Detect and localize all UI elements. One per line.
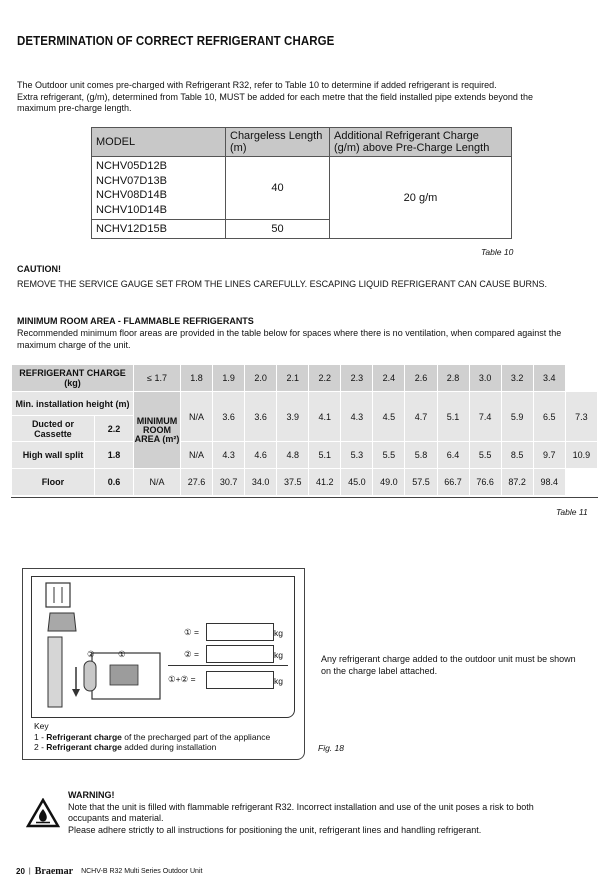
- charge-cell: 2.2: [309, 365, 341, 392]
- charge-cell: 2.1: [277, 365, 309, 392]
- key-title: Key: [34, 721, 49, 731]
- kg-label-total: kg: [274, 676, 283, 686]
- charge-cell: 2.0: [245, 365, 277, 392]
- area-cell: 4.1: [309, 392, 341, 442]
- table10-model-group2: NCHV12D15B: [92, 220, 226, 239]
- mark-2: ②: [87, 649, 95, 659]
- table10-header-additional: Additional Refrigerant Charge (g/m) above Pre-Charge Length: [330, 128, 512, 157]
- area-cell: 41.2: [309, 469, 341, 496]
- area-cell: 8.5: [501, 442, 533, 469]
- area-cell: 57.5: [405, 469, 437, 496]
- indoor-unit-icon: [48, 613, 76, 631]
- charge-cell: 3.2: [501, 365, 533, 392]
- area-cell: 5.1: [437, 392, 469, 442]
- area-cell: N/A: [181, 442, 213, 469]
- row-name: Floor: [12, 469, 95, 496]
- row-name: Ducted or Cassette: [12, 416, 95, 442]
- key-item-2: 2 - Refrigerant charge added during installation: [34, 742, 217, 752]
- charge-cell: 2.4: [373, 365, 405, 392]
- table10-length-group1: 40: [226, 157, 330, 220]
- page-title: DETERMINATION OF CORRECT REFRIGERANT CHARGE: [17, 34, 335, 48]
- area-cell: N/A: [181, 392, 213, 442]
- charge-cell: 2.3: [341, 365, 373, 392]
- area-cell: 76.6: [469, 469, 501, 496]
- charge-2-field: [206, 645, 274, 663]
- room-area-heading: MINIMUM ROOM AREA - FLAMMABLE REFRIGERANTS: [17, 316, 254, 326]
- mark-1: ①: [118, 649, 126, 659]
- charge-cell: 1.9: [213, 365, 245, 392]
- warning-heading: WARNING!: [68, 790, 115, 800]
- model-name: NCHV10D14B: [96, 203, 167, 216]
- area-cell: 98.4: [533, 469, 565, 496]
- charge-cell: 1.8: [181, 365, 213, 392]
- table10-length-group2: 50: [226, 220, 330, 239]
- charge-cell: ≤ 1.7: [134, 365, 181, 392]
- area-cell: 7.4: [469, 392, 501, 442]
- figure-note: Any refrigerant charge added to the outdoor unit must be shown on the charge label attached.: [321, 654, 576, 676]
- intro-line: The Outdoor unit comes pre-charged with Refrigerant R32, refer to Table 10 to determine if added refrigerant is required.: [17, 80, 497, 90]
- charge-cell: 3.4: [533, 365, 565, 392]
- kg-label-2: kg: [274, 650, 283, 660]
- area-cell: 34.0: [245, 469, 277, 496]
- area-cell: 4.3: [213, 442, 245, 469]
- table-10: [91, 127, 512, 239]
- model-name: NCHV05D12B: [96, 160, 167, 172]
- area-cell: 87.2: [501, 469, 533, 496]
- table10-header-model: MODEL: [92, 128, 226, 157]
- key-item-1: 1 - Refrigerant charge of the precharged part of the appliance: [34, 731, 271, 742]
- area-cell: 6.5: [533, 392, 565, 442]
- model-name: NCHV08D14B: [96, 189, 167, 201]
- area-cell: 27.6: [181, 469, 213, 496]
- area-cell: 4.3: [341, 392, 373, 442]
- table11-charge-label: REFRIGERANT CHARGE (kg): [12, 365, 134, 392]
- area-cell: 3.6: [245, 392, 277, 442]
- area-cell: 9.7: [533, 442, 565, 469]
- area-cell: 4.8: [277, 442, 309, 469]
- warning-line: occupants and material.: [68, 813, 164, 823]
- kg-label-1: kg: [274, 628, 283, 638]
- refrigerant-bottle-icon: [84, 661, 96, 691]
- eq-total-label: ①+② =: [168, 674, 196, 684]
- area-cell: 7.3: [565, 392, 597, 442]
- area-cell: 3.9: [277, 392, 309, 442]
- area-cell: 5.5: [373, 442, 405, 469]
- brand-logo: Braemar: [34, 866, 74, 877]
- manual-icon: [46, 583, 70, 607]
- table11-bottom-rule: [11, 364, 598, 498]
- table10-models-group1: [92, 157, 226, 220]
- page-number: 20: [16, 867, 25, 876]
- area-cell: 10.9: [565, 442, 597, 469]
- warning-line: Note that the unit is filled with flammable refrigerant R32. Incorrect installation and use of the unit poses a risk to both: [68, 802, 534, 812]
- caution-heading: CAUTION!: [17, 264, 61, 274]
- row-height: 0.6: [94, 469, 133, 496]
- row-height: 2.2: [94, 416, 133, 442]
- sum-rule: [168, 665, 288, 666]
- table10-additional: 20 g/m: [330, 157, 512, 239]
- model-name: NCHV07D13B: [96, 174, 167, 187]
- table11-area-label: MINIMUM ROOM AREA (m²): [134, 392, 181, 469]
- area-cell: 45.0: [341, 469, 373, 496]
- intro-line: maximum pre-charge length.: [17, 103, 132, 113]
- area-cell: 4.5: [373, 392, 405, 442]
- area-cell: 4.7: [405, 392, 437, 442]
- warning-line: Please adhere strictly to all instructions for positioning the unit, refrigerant lines and handling refrigerant.: [68, 825, 482, 835]
- charge-1-field: [206, 623, 274, 641]
- eq-2-label: ② =: [184, 649, 199, 659]
- footer: [16, 866, 202, 877]
- area-cell: 4.6: [245, 442, 277, 469]
- document-name: NCHV-B R32 Multi Series Outdoor Unit: [81, 868, 203, 875]
- area-cell: 5.1: [309, 442, 341, 469]
- pipe-column: [48, 637, 62, 707]
- area-cell: 37.5: [277, 469, 309, 496]
- flammable-warning-icon: [26, 798, 60, 828]
- area-cell: 5.9: [501, 392, 533, 442]
- intro-text: [17, 80, 597, 115]
- eq-1-label: ① =: [184, 627, 199, 637]
- room-area-text: Recommended minimum floor areas are provided in the table below for spaces where there is no ventilation, when compared against the maximum charge of the unit.: [17, 328, 562, 350]
- area-cell: 5.8: [405, 442, 437, 469]
- table11-height-label: Min. installation height (m): [12, 392, 134, 416]
- row-height: 1.8: [94, 442, 133, 469]
- caution-text: REMOVE THE SERVICE GAUGE SET FROM THE LINES CAREFULLY. ESCAPING LIQUID REFRIGERANT CAN CAUSE BURNS.: [17, 279, 547, 289]
- charge-total-field: [206, 671, 274, 689]
- area-cell: 49.0: [373, 469, 405, 496]
- figure-key: [34, 721, 270, 753]
- figure-caption: Fig. 18: [318, 743, 344, 753]
- row-name: High wall split: [12, 442, 95, 469]
- charge-label-diagram: [31, 576, 295, 718]
- table10-caption: Table 10: [481, 247, 514, 257]
- intro-line: Extra refrigerant, (g/m), determined from Table 10, MUST be added for each metre that the field installed pipe extends beyond the: [17, 91, 533, 102]
- area-cell: 30.7: [213, 469, 245, 496]
- area-cell: 6.4: [437, 442, 469, 469]
- charge-cell: 3.0: [469, 365, 501, 392]
- area-cell: 5.5: [469, 442, 501, 469]
- table11-caption: Table 11: [556, 507, 588, 517]
- charge-cell: 2.6: [405, 365, 437, 392]
- area-cell: 3.6: [213, 392, 245, 442]
- footer-separator: |: [28, 868, 31, 875]
- charge-cell: 2.8: [437, 365, 469, 392]
- area-cell: N/A: [134, 469, 181, 496]
- area-cell: 66.7: [437, 469, 469, 496]
- table10-header-length: Chargeless Length (m): [226, 128, 330, 157]
- area-cell: 5.3: [341, 442, 373, 469]
